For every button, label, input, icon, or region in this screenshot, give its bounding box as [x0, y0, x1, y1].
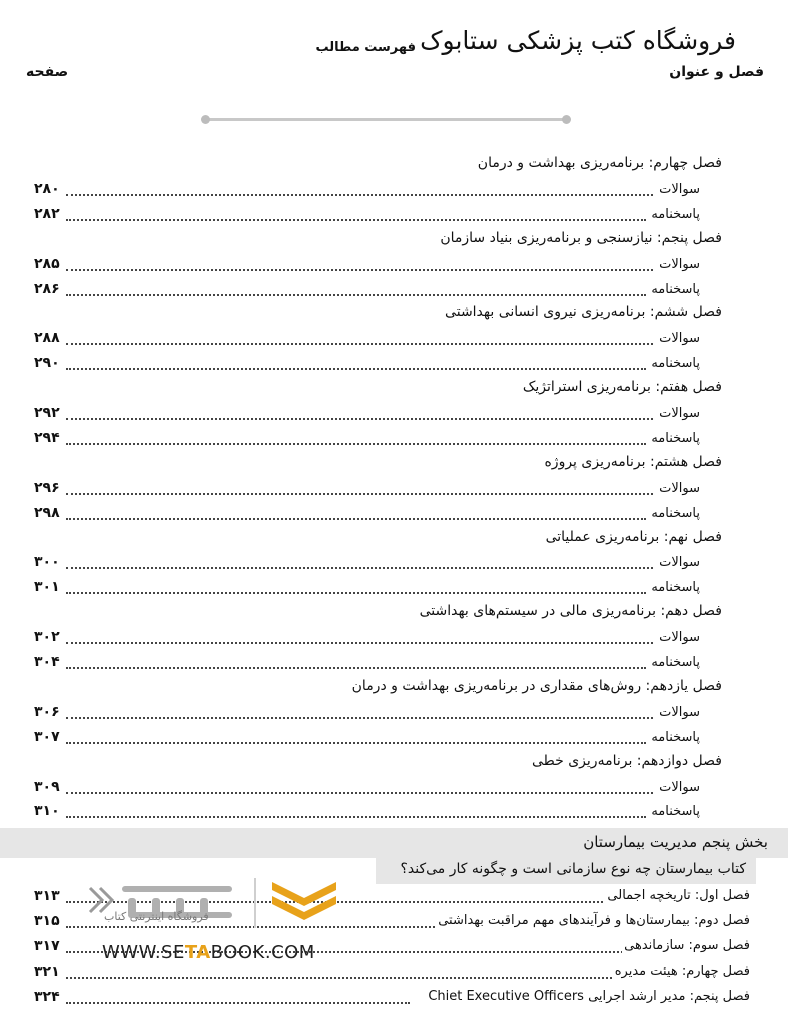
dot-leader: [66, 418, 653, 420]
section-heading: [0, 828, 788, 858]
chapter-heading: فصل نهم: برنامه‌ریزی عملیاتی: [545, 528, 722, 545]
questions-page-number: ۲۸۰: [34, 180, 60, 197]
subsection-title: کتاب بیمارستان چه نوع سازمانی است و چگونه کار می‌کند؟: [400, 861, 746, 877]
dot-leader: [66, 792, 653, 794]
questions-label: سوالات: [659, 331, 700, 347]
chapter-heading: فصل دوازدهم: برنامه‌ریزی خطی: [531, 752, 722, 769]
section-entry-label: فصل سوم: سازماندهی: [624, 938, 750, 954]
dot-leader: [66, 443, 646, 445]
answers-page-number: ۲۹۰: [34, 355, 60, 372]
dot-leader: [66, 977, 640, 979]
section-title: بخش پنجم مدیریت بیمارستان: [583, 833, 768, 851]
answers-page-number: ۲۸۲: [34, 205, 60, 222]
chapter-heading: فصل پنجم: نیازسنجی و برنامه‌ریزی بنیاد سازمان: [440, 229, 722, 246]
answers-page-number: ۳۰۱: [34, 579, 60, 596]
answers-label: پاسخنامه: [651, 580, 700, 596]
answers-page-number: ۲۸۶: [34, 280, 60, 297]
subsection-heading: [376, 858, 756, 884]
questions-page-number: ۲۹۲: [34, 405, 60, 421]
section-entry-page-number: ۳۲۴: [34, 988, 60, 1005]
answers-label: پاسخنامه: [651, 655, 700, 670]
chapter-heading: فصل هفتم: برنامه‌ریزی استراتژیک: [522, 379, 722, 396]
dot-leader: [66, 269, 653, 271]
dot-leader: [66, 294, 646, 296]
shop-title: فروشگاه کتب پزشکی ستابوک: [420, 26, 736, 55]
section-entry-label: فصل چهارم: هیئت مدیره: [614, 963, 750, 979]
dot-leader: [66, 816, 646, 818]
answers-page-number: ۲۹۴: [34, 429, 60, 446]
questions-page-number: ۳۰۹: [34, 778, 60, 795]
answers-page-number: ۳۰۴: [34, 654, 60, 670]
watermark-tagline: فروشگاه اینترنتی کتاب: [104, 910, 209, 923]
dot-leader: [66, 742, 646, 744]
watermark-url: WWW.SETABOOK.COM: [102, 942, 315, 963]
answers-label: پاسخنامه: [651, 804, 700, 820]
dot-leader: [66, 343, 653, 345]
questions-label: سوالات: [659, 406, 700, 421]
questions-page-number: ۳۰۰: [34, 554, 60, 571]
answers-label: پاسخنامه: [651, 430, 700, 446]
answers-page-number: ۳۰۷: [34, 728, 60, 745]
dot-leader: [66, 194, 653, 196]
questions-page-number: ۳۰۶: [34, 703, 60, 720]
questions-page-number: ۲۸۸: [34, 330, 60, 347]
dot-leader: [66, 667, 646, 669]
chapter-heading: فصل یازدهم: روش‌های مقداری در برنامه‌ریزی بهداشت و درمان: [351, 677, 722, 694]
questions-label: سوالات: [659, 779, 700, 795]
dot-leader: [66, 1002, 410, 1004]
chapter-heading: فصل ششم: برنامه‌ریزی نیروی انسانی بهداشتی: [445, 304, 722, 321]
dot-leader: [66, 493, 653, 495]
questions-label: سوالات: [659, 630, 700, 646]
section-entry-page-number: ۳۲۱: [34, 963, 60, 980]
dot-leader: [66, 518, 646, 520]
questions-page-number: ۳۰۲: [34, 629, 60, 646]
section-entry-page-number: ۳۱۷: [34, 938, 60, 955]
chapter-heading: فصل هشتم: برنامه‌ریزی پروژه: [544, 453, 722, 470]
questions-label: سوالات: [659, 256, 700, 272]
toc-label: فهرست مطالب: [315, 40, 416, 55]
answers-label: پاسخنامه: [651, 505, 700, 521]
questions-label: سوالات: [659, 480, 700, 496]
section-entry-label: فصل دوم: بیمارستان‌ها و فرآیندهای مهم مراقبت بهداشتی: [438, 913, 750, 929]
dot-leader: [66, 642, 653, 644]
section-entry-label: فصل اول: تاریخچه اجمالی: [607, 888, 750, 903]
questions-page-number: ۲۸۵: [34, 255, 60, 272]
dot-leader: [66, 717, 653, 719]
column-header-page: صفحه: [26, 64, 69, 80]
dot-leader: [66, 567, 653, 569]
dot-leader: [66, 592, 646, 594]
dot-leader: [66, 219, 646, 221]
column-header-chapter: فصل و عنوان: [669, 64, 764, 80]
answers-label: پاسخنامه: [651, 281, 700, 297]
questions-label: سوالات: [659, 704, 700, 720]
answers-page-number: ۲۹۸: [34, 504, 60, 521]
questions-label: سوالات: [659, 181, 700, 197]
chapter-heading: فصل چهارم: برنامه‌ریزی بهداشت و درمان: [477, 155, 722, 171]
header-divider: [205, 118, 567, 121]
section-entry-page-number: ۳۱۳: [34, 888, 60, 904]
answers-label: پاسخنامه: [651, 729, 700, 745]
section-entry-label: فصل پنجم: مدیر ارشد اجرایی Chiet Executive Officers: [428, 988, 750, 1004]
questions-label: سوالات: [659, 555, 700, 571]
chapter-heading: فصل دهم: برنامه‌ریزی مالی در سیستم‌های بهداشتی: [419, 603, 722, 620]
questions-page-number: ۲۹۶: [34, 479, 60, 496]
dot-leader: [66, 368, 646, 370]
section-entry-page-number: ۳۱۵: [34, 913, 60, 930]
answers-label: پاسخنامه: [651, 356, 700, 372]
answers-page-number: ۳۱۰: [34, 803, 60, 820]
answers-label: پاسخنامه: [651, 206, 700, 222]
